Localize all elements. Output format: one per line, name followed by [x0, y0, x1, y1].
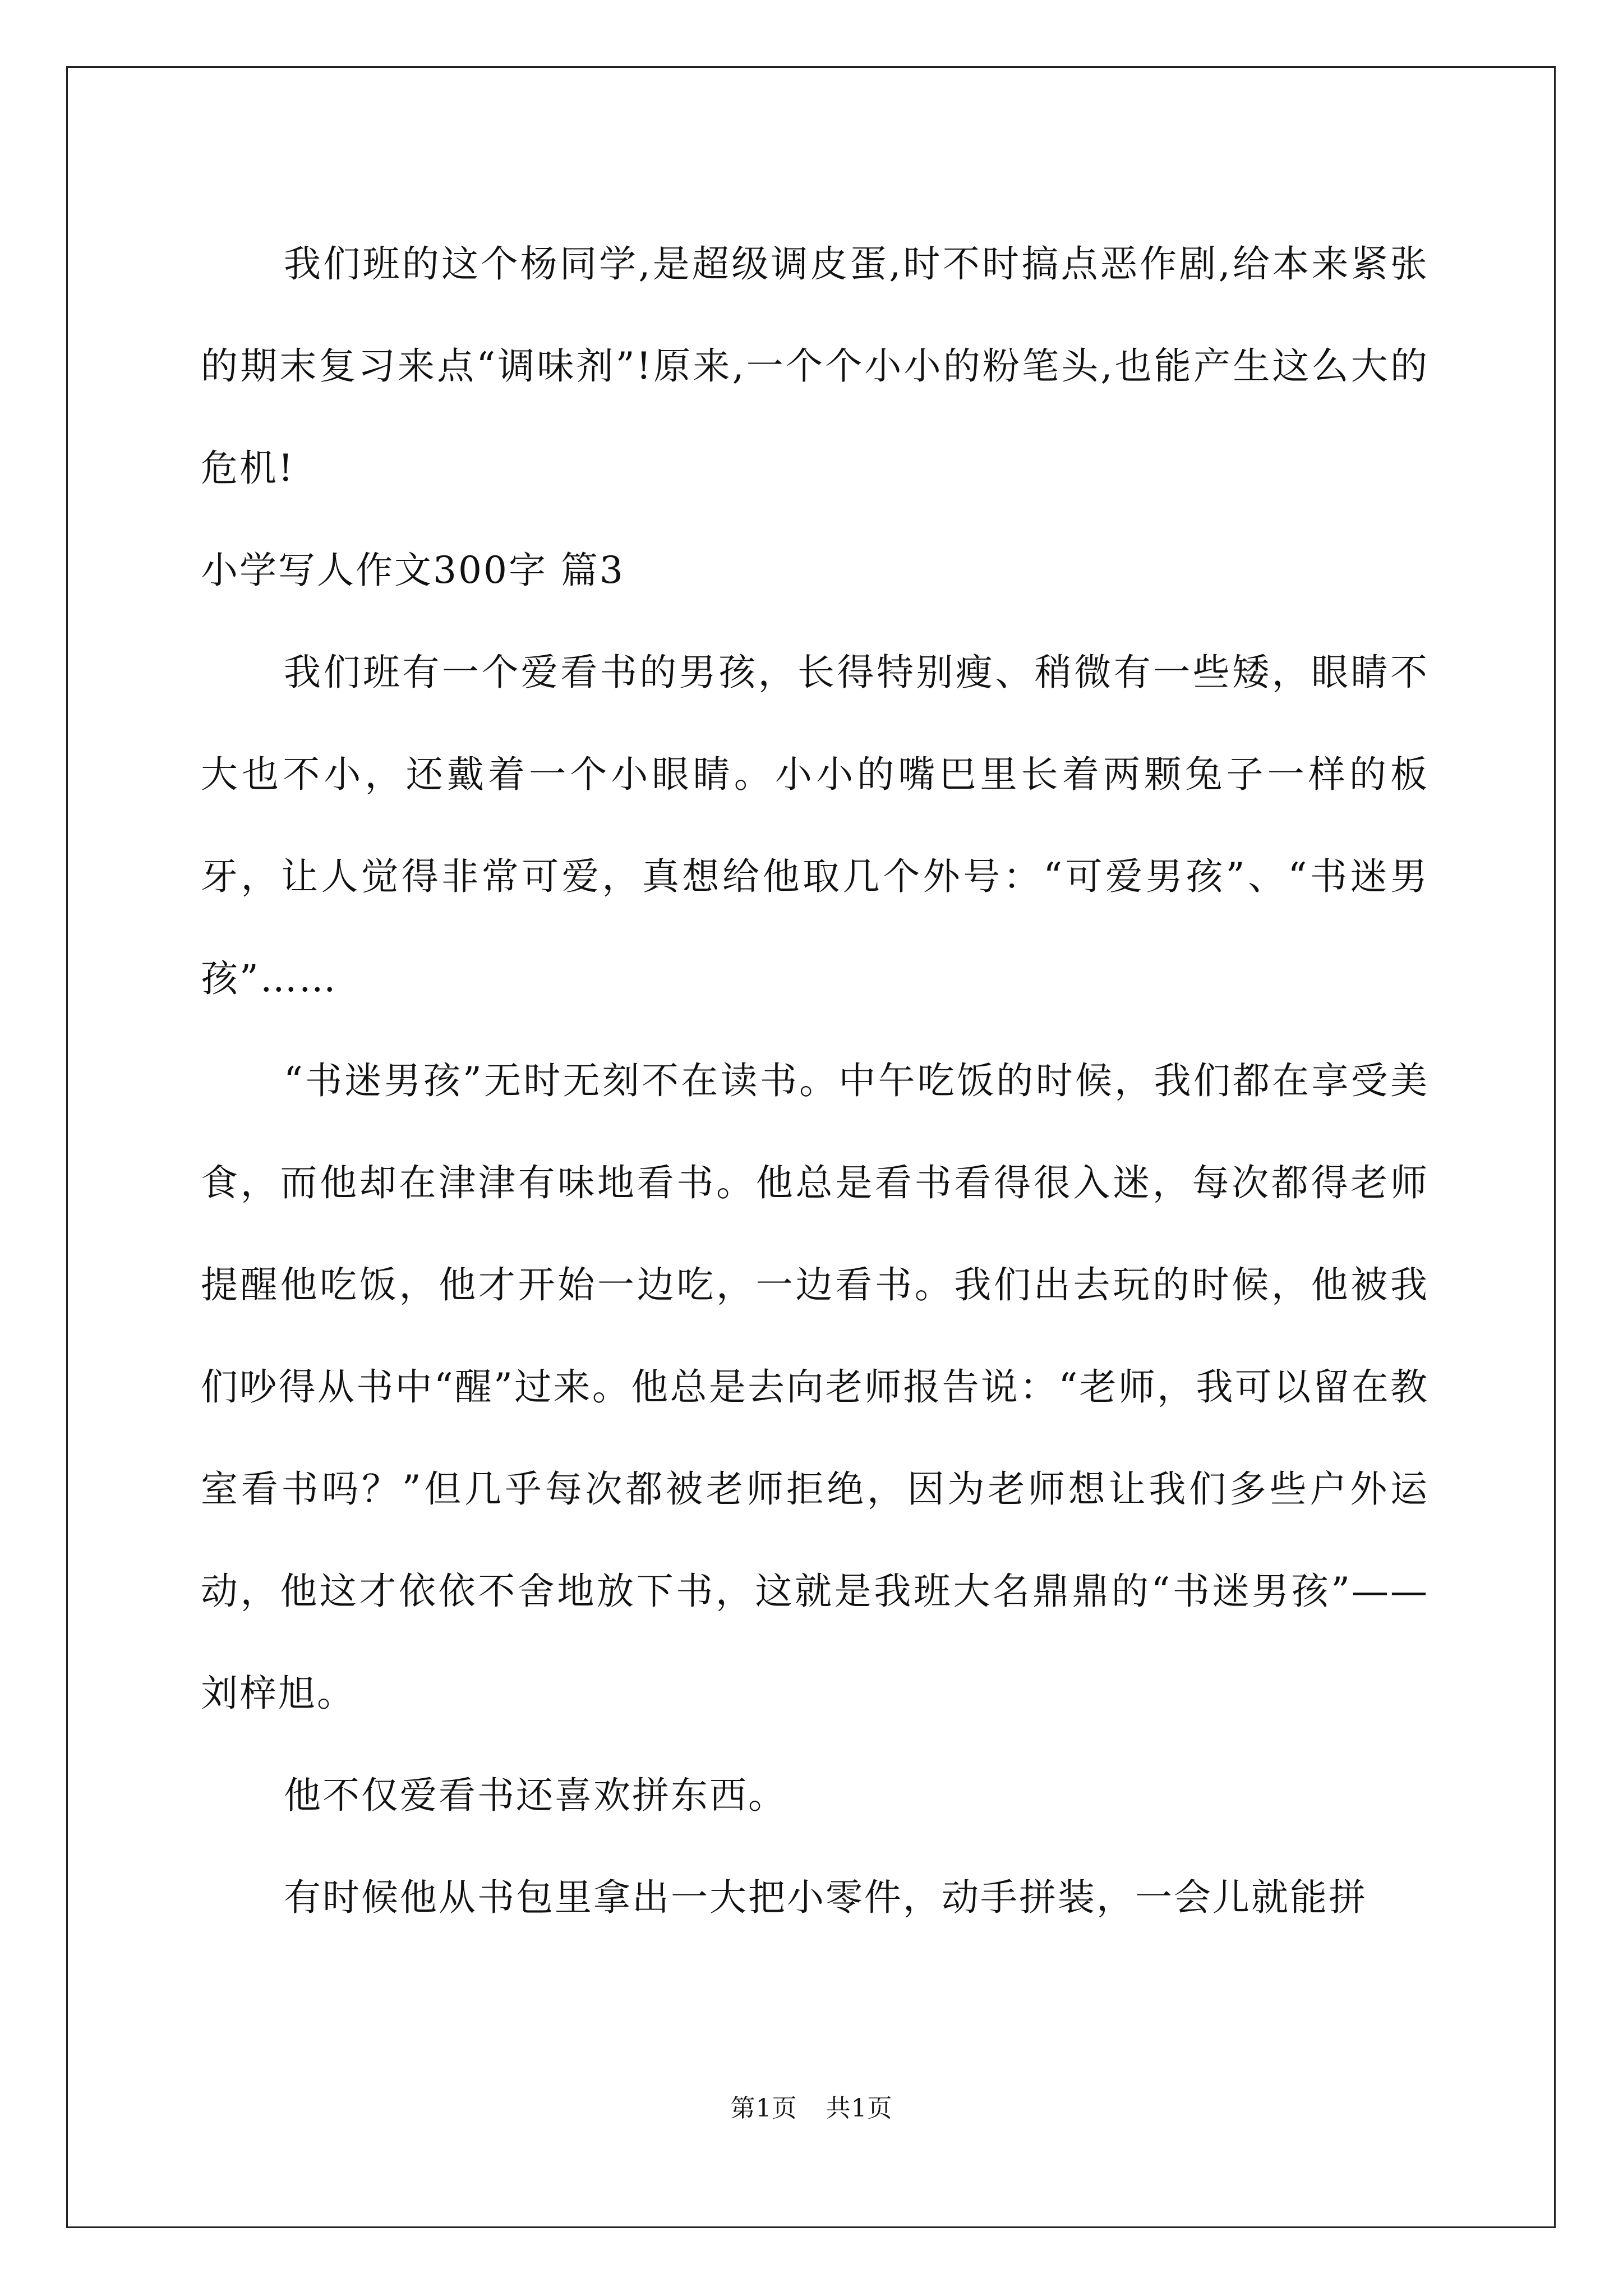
page-total: 共1页 — [826, 2094, 893, 2123]
page-footer — [0, 2088, 1623, 2124]
page-number: 第1页 — [730, 2094, 797, 2123]
paragraph: 我们班有一个爱看书的男孩，长得特别瘦、稍微有一些矮，眼睛不大也不小，还戴着一个小眼睛。小小的嘴巴里长着两颗兔子一样的板牙，让人觉得非常可爱，真想给他取几个外号：“可爱男孩”、“书迷男孩”…… — [201, 651, 1429, 1000]
paragraph: “书迷男孩”无时无刻不在读书。中午吃饭的时候，我们都在享受美食，而他却在津津有味地看书。他总是看书看得很入迷，每次都得老师提醒他吃饭，他才开始一边吃，一边看书。我们出去玩的时候，他被我们吵得从书中“醒”过来。他总是去向老师报告说：“老师，我可以留在教室看书吗？”但几乎每次都被老师拒绝，因为老师想让我们多些户外运动，他这才依依不舍地放下书，这就是我班大名鼎鼎的“书迷男孩”——刘梓旭。 — [201, 1059, 1429, 1715]
section-heading: 小学写人作文300字 篇3 — [201, 549, 625, 592]
paragraph: 有时候他从书包里拿出一大把小零件，动手拼装，一会儿就能拼 — [284, 1876, 1367, 1919]
paragraph: 他不仅爱看书还喜欢拼东西。 — [284, 1774, 787, 1817]
document-body — [201, 213, 1429, 1949]
paragraph: 我们班的这个杨同学,是超级调皮蛋,时不时搞点恶作剧,给本来紧张的期末复习来点“调味剂”!原来,一个个小小的粉笔头,也能产生这么大的危机! — [201, 242, 1429, 490]
